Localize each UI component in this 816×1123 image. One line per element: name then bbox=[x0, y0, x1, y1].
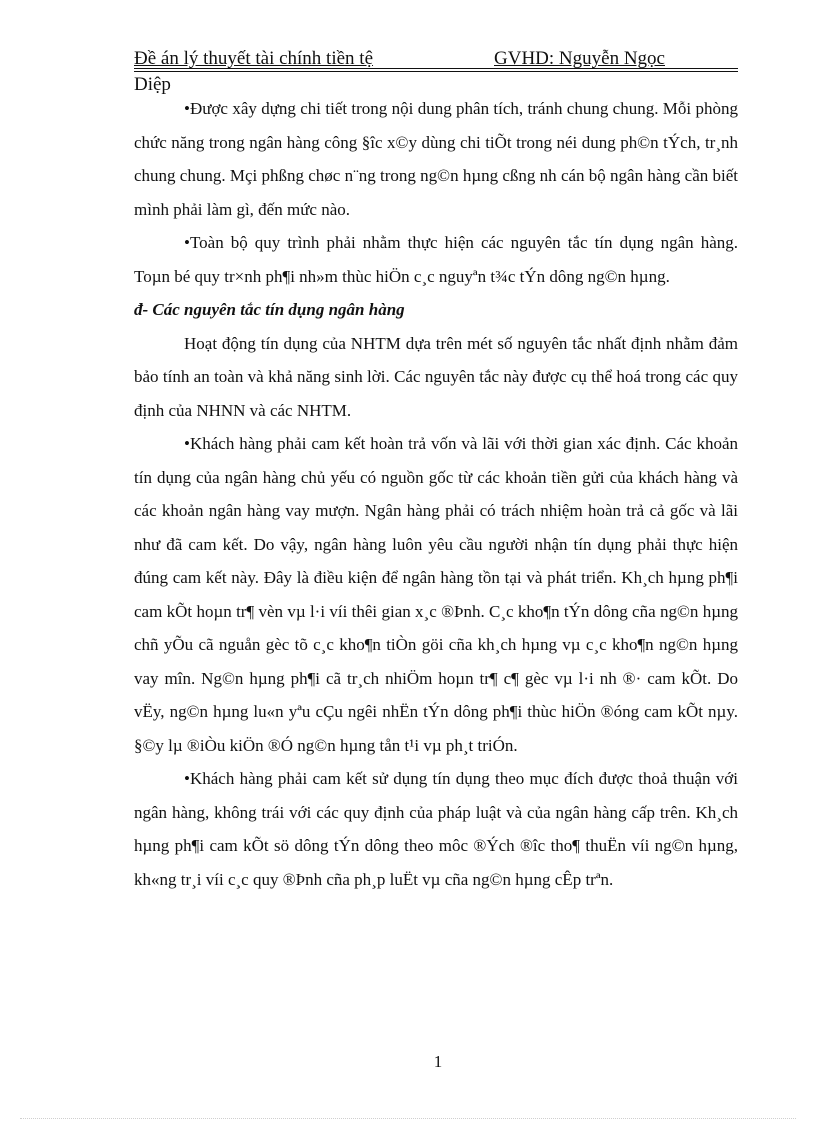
paragraph: •Toàn bộ quy trình phải nhằm thực hiện các nguyên tắc tín dụng ngân hàng. Toµn bé quy tr×nh ph¶i nh»m thùc hiÖn c¸c nguyªn t¾c tÝn dông ng©n hµng. bbox=[134, 233, 738, 286]
page-number: 1 bbox=[433, 1052, 443, 1071]
paragraph: •Khách hàng phải cam kết hoàn trả vốn và lãi với thời gian xác định. Các khoản tín dụng của ngân hàng chủ yếu có nguồn gốc từ các khoản tiền gửi của khách hàng và các khoản ngân hàng vay mượn. Ngân hàng phải có trách nhiệm hoàn trả cả gốc và lãi như đã cam kết. Do vậy, ngân hàng luôn yêu cầu người nhận tín dụng phải thực hiện đúng cam kết này. Đây là điều kiện để ngân hàng tồn tại và phát triển. Kh¸ch hµng ph¶i cam kÕt hoµn tr¶ vèn vµ l·i víi thêi gian x¸c ®Þnh. C¸c kho¶n tÝn dông cña ng©n hµng chñ yÕu cã nguån gèc tõ c¸c kho¶n tiÒn göi cña kh¸ch hµng vµ c¸c kho¶n ng©n hµng vay mîn. Ng©n hµng ph¶i cã tr¸ch nhiÖm hoµn tr¶ c¶ gèc vµ l·i nh ®· cam kÕt. Do vËy, ng©n hµng lu«n yªu cÇu ngêi nhËn tÝn dông ph¶i thùc hiÖn ®óng cam kÕt nµy. §©y lµ ®iÒu kiÖn ®Ó ng©n hµng tån t¹i vµ ph¸t triÓn. bbox=[134, 434, 738, 755]
page-header bbox=[134, 48, 738, 95]
page-bottom-border bbox=[20, 1118, 796, 1119]
advisor-name: GVHD: Nguyễn Ngọc bbox=[494, 48, 665, 69]
header-rule-double bbox=[134, 71, 738, 72]
document-body bbox=[134, 92, 738, 896]
paragraph: •Khách hàng phải cam kết sử dụng tín dụng theo mục đích được thoả thuận với ngân hàng, không trái với các quy định của pháp luật và của ngân hàng cấp trên. Kh¸ch hµng ph¶i cam kÕt sö dông tÝn dông theo môc ®Ých ®îc tho¶ thuËn víi ng©n hµng, kh«ng tr¸i víi c¸c quy ®Þnh cña ph¸p luËt vµ cña ng©n hµng cÊp trªn. bbox=[134, 769, 738, 889]
paragraph: •Được xây dựng chi tiết trong nội dung phân tích, tránh chung chung. Mỗi phòng chức năng trong ngân hàng công §îc x©y dùng chi tiÕt trong néi dung ph©n tÝch, tr¸nh chung chung. Mçi phßng chøc n¨ng trong ng©n hµng cßng nh cán bộ ngân hàng cần biết mình phải làm gì, đến mức nào. bbox=[134, 99, 738, 219]
document-title: Đề án lý thuyết tài chính tiền tệ bbox=[134, 48, 374, 69]
paragraph: Hoạt động tín dụng của NHTM dựa trên mét số nguyên tắc nhất định nhằm đảm bảo tính an toàn và khả năng sinh lời. Các nguyên tắc này được cụ thể hoá trong các quy định của NHNN và các NHTM. bbox=[134, 333, 738, 420]
advisor-name-continued: Diệp bbox=[134, 74, 171, 95]
header-rule bbox=[134, 68, 738, 69]
section-heading: đ- Các nguyên tắc tín dụng ngân hàng bbox=[134, 300, 405, 319]
header-row bbox=[134, 48, 738, 70]
